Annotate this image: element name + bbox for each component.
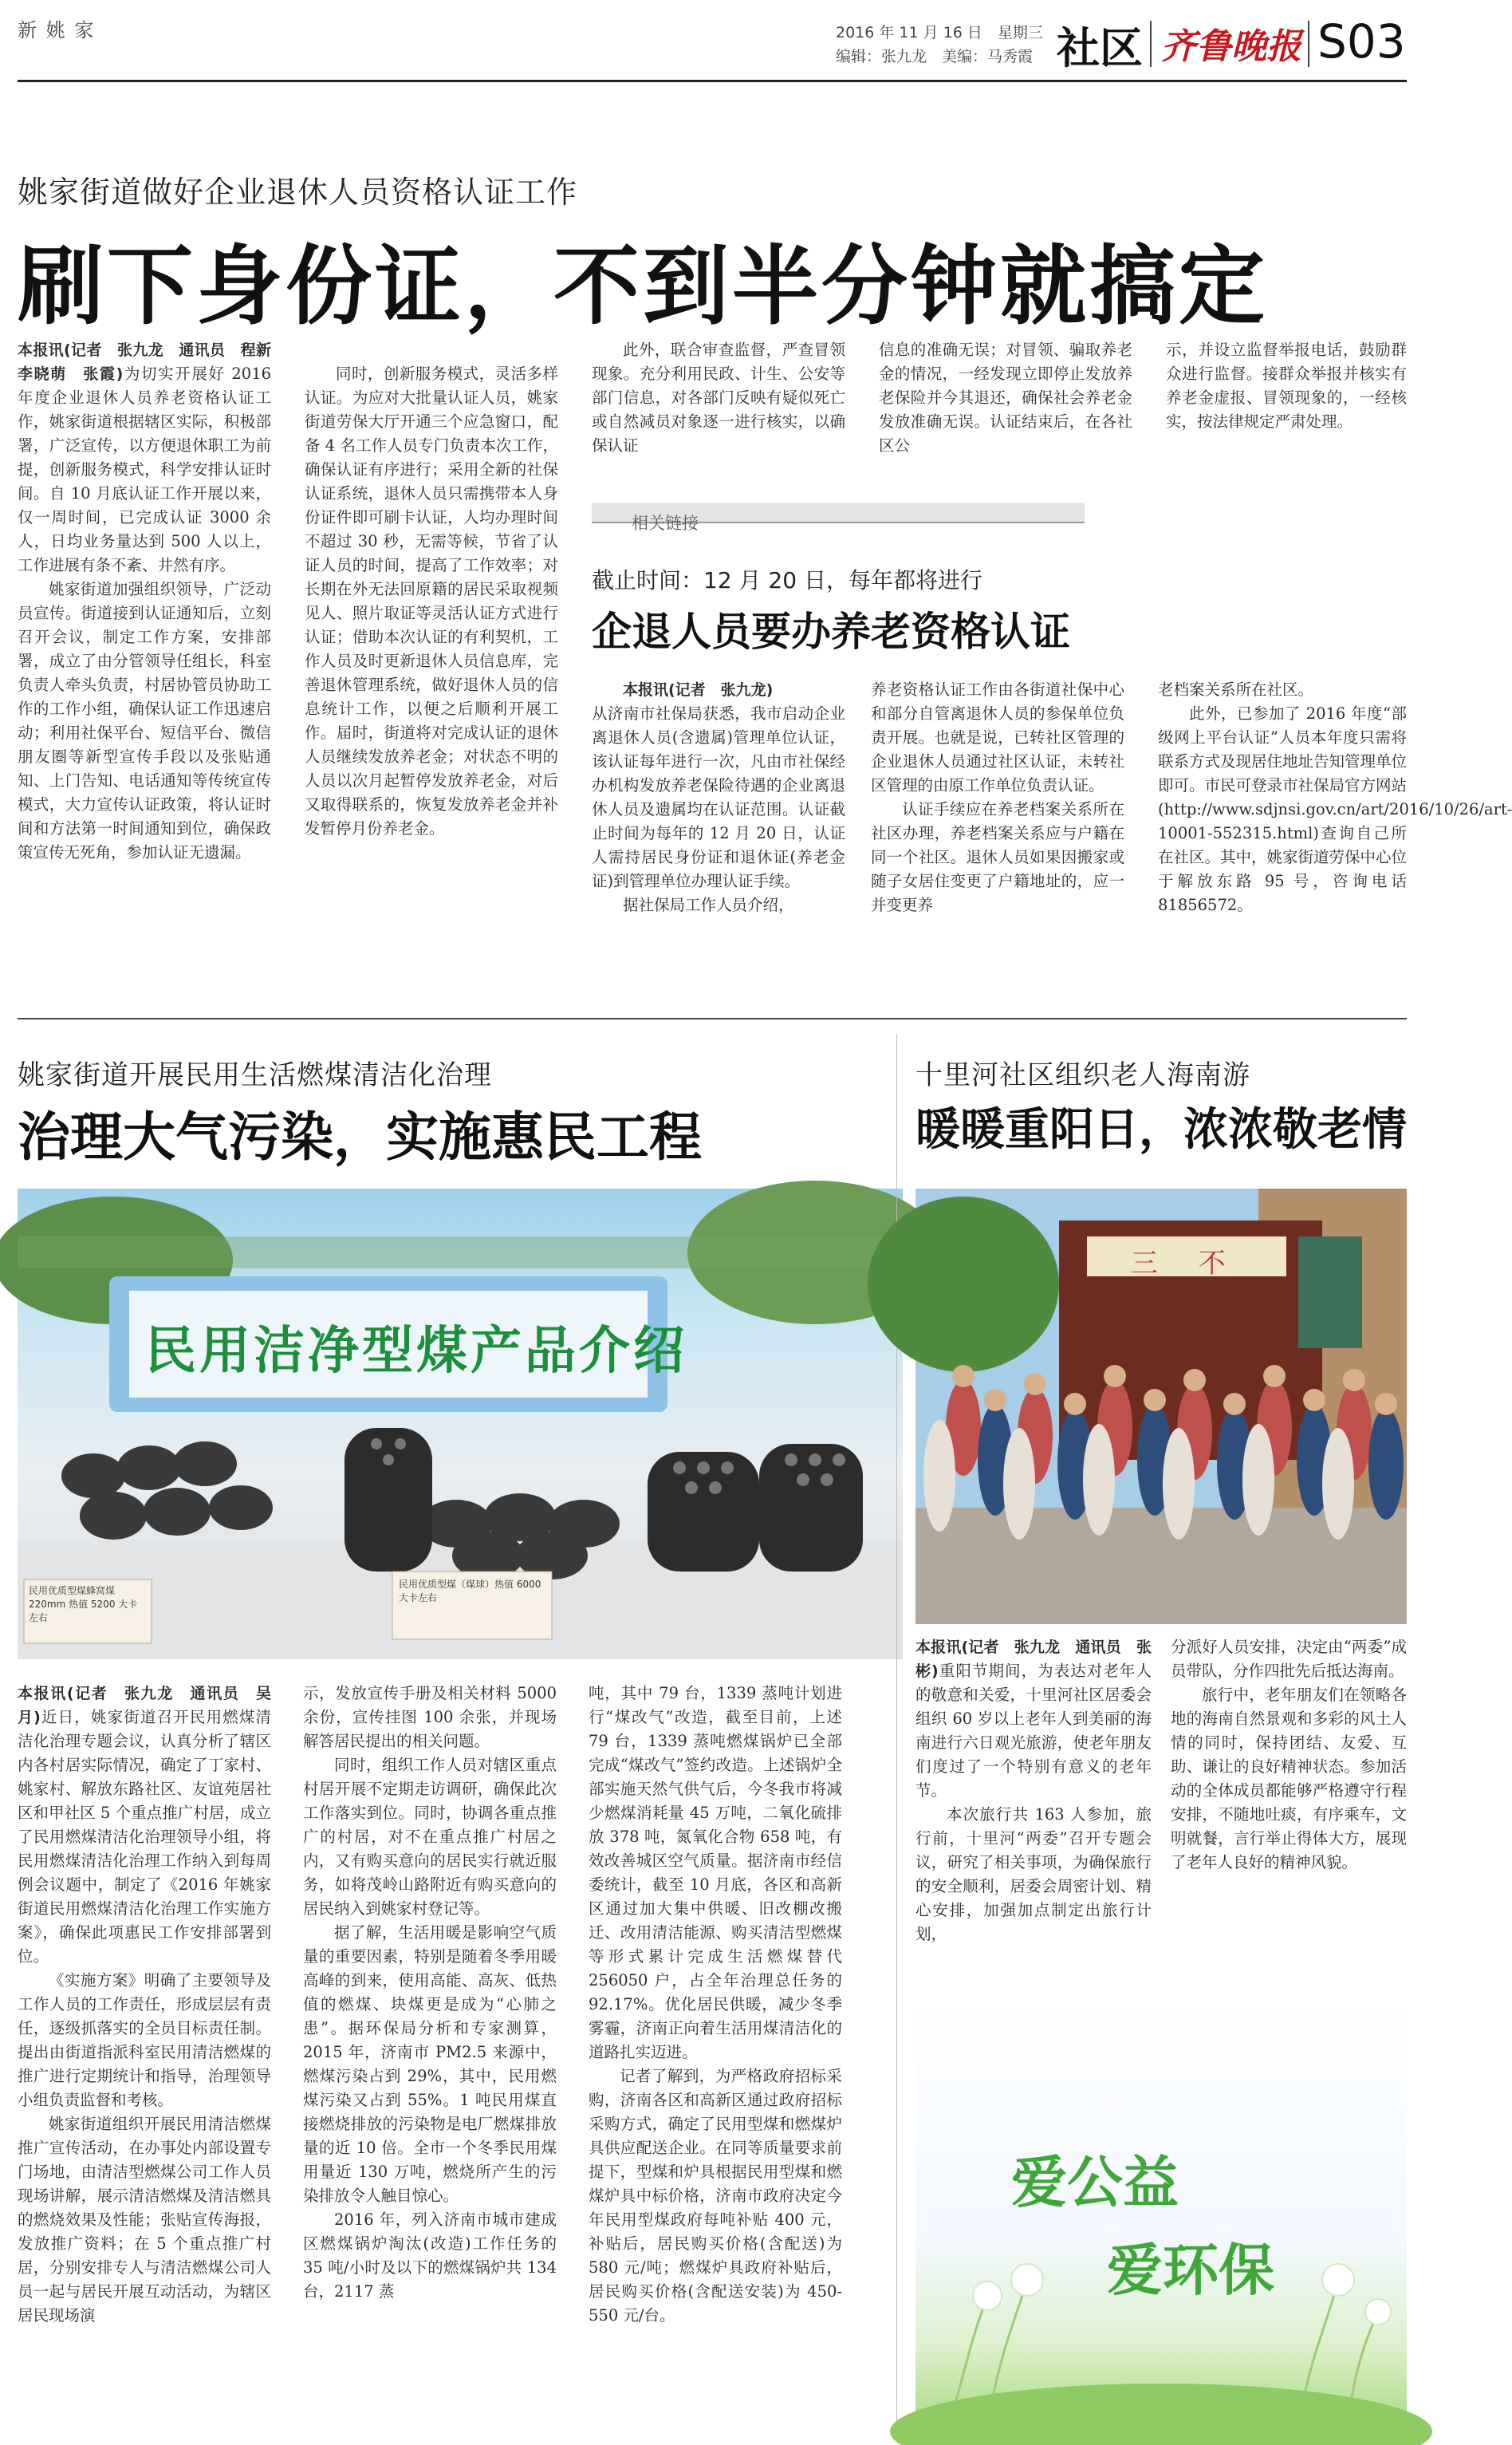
article2-col3 xyxy=(589,1682,842,2431)
coal-photo-sign: 民用洁净型煤产品介绍 xyxy=(145,1322,687,1381)
sidebar-byline: 本报讯(记者 张九龙) xyxy=(623,681,774,699)
page-number: S03 xyxy=(1317,14,1406,69)
sidebar-para3: 养老资格认证工作由各街道社保中心和部分自管离退休人员的参保单位负责开展。也就是说，已转社区管理的企业退休人员通过社区认证，未转社区管理的由原工作单位负责认证。 xyxy=(871,680,1124,795)
coal-card-2: 民用优质型煤（煤球）热值 6000 大卡左右 xyxy=(399,1579,541,1603)
sidebar-para1: 从济南市社保局获悉，我市启动企业离退休人员(含遗属)管理单位认证，该认证每年进行一次，凡由市社保经办机构发放养老保险待遇的企业离退休人员及遗属均在认证范围。认证截止时间为每年的 12 月 20 日，认证人需持居民身份证和退休证(养老金证)到管理单位办理认证手续。 xyxy=(592,704,845,890)
header-divider-2 xyxy=(1308,21,1309,67)
sidebar-para6: 此外，已参加了 2016 年度“部级网上平台认证”人员本年度只需将联系方式及现居住地址告知管理单位即可。市民可登录市社保局官方网站(http://www.sdjnsi.gov.cn/art/2016/10/26/art-10001-552315.html)查询自己所在社区。其中，姚家街道劳保中心位于解放东路 95 号，咨询电话 81856572。 xyxy=(1158,704,1512,914)
article1-para2: 姚家街道加强组织领导，广泛动员宣传。街道接到认证通知后，立刻召开会议，制定工作方案，安排部署，成立了由分管领导任组长，科室负责人牵头负责，村居协管员协助工作的工作小组，确保认证工作迅速启动；利用社保平台、短信平台、微信朋友圈等新型宣传手段以及张贴通知、上门告知、电话通知等传统宣传模式，大力宣传认证政策，将认证时间和方法第一时间通知到位，确保政策宣传无死角，参加认证无遗漏。 xyxy=(18,580,271,862)
section-rule-1 xyxy=(18,1018,1407,1019)
article2-para2: 《实施方案》明确了主要领导及工作人员的工作责任，形成层层有责任，逐级抓落实的全员目标责任制。提出由街道指派科室民用清洁燃煤的推广进行定期统计和指导，治理领导小组负责监督和考核。 xyxy=(18,1971,271,2109)
article1-kicker: 姚家街道做好企业退休人员资格认证工作 xyxy=(18,175,578,210)
sidebar-col3 xyxy=(1158,678,1512,1005)
article1-headline: 刷下身份证，不到半分钟就搞定 xyxy=(18,237,1269,337)
header-rule xyxy=(18,80,1407,82)
article3-headline: 暖暖重阳日，浓浓敬老情 xyxy=(915,1104,1407,1156)
ad-line-1: 爱公益 xyxy=(1011,2150,1179,2215)
sidebar-para2: 据社保局工作人员介绍， xyxy=(623,896,794,914)
sidebar-headline: 企退人员要办养老资格认证 xyxy=(592,609,1070,655)
article2-headline: 治理大气污染，实施惠民工程 xyxy=(18,1106,702,1168)
date-line: 2016 年 11 月 16 日 星期三 xyxy=(836,24,1043,41)
header-divider xyxy=(1150,21,1152,67)
article3-para1: 重阳节期间，为表达对老年人的敬意和关爱，十里河社区居委会组织 60 岁以上老年人到美丽的海南进行六日观光旅游，使老年朋友们度过了一个特别有意义的老年节。 xyxy=(915,1662,1152,1800)
paper-logo: 齐鲁晚报 xyxy=(1161,26,1301,67)
article3-para3: 分派好人员安排，决定由“两委”成员带队，分作四批先后抵达海南。 xyxy=(1171,1638,1407,1680)
group-photo xyxy=(915,1189,1407,1624)
sidebar-tag: 相关链接 xyxy=(632,514,699,533)
article1-para6: 示，并设立监督举报电话，鼓励群众进行监督。接群众举报并核实有养老金虚报、冒领现象的，一经核实，按法律规定严肃处理。 xyxy=(1166,341,1407,431)
article1-para3: 同时，创新服务模式，灵活多样认证。为应对大批量认证人员，姚家街道劳保大厅开通三个应急窗口，配备 4 名工作人员专门负责本次工作，确保认证有序进行；采用全新的社保认证系统，退休人员只需携带本人身份证件即可刷卡认证，人均办理时间不超过 30 秒，无需等候，节省了认证人员的时间，提高了工作效率；对长期在外无法回原籍的居民采取视频见人、照片取证等灵活认证方式进行认证；借助本次认证的有利契机，工作人员及时更新退休人员信息库，完善退休管理系统，做好退休人员的信息统计工作，以便之后顺利开展工作。届时，街道将对完成认证的退休人员继续发放养老金；对状态不明的人员以次月起暂停发放养老金，对后又取得联系的，恢复发放养老金并补发暂停月份养老金。 xyxy=(305,365,558,838)
article1-para4: 此外，联合审查监督，严查冒领现象。充分利用民政、计生、公安等部门信息，对各部门反映有疑似死亡或自然减员对象逐一进行核实，以确保认证 xyxy=(592,341,845,455)
sidebar-para5: 老档案关系所在社区。 xyxy=(1158,680,1314,699)
section-name: 社区 xyxy=(1057,23,1143,73)
sidebar-col2 xyxy=(871,678,1124,1005)
coal-card-1: 民用优质型煤蜂窝煤 220mm 热值 5200 大卡左右 xyxy=(29,1585,138,1623)
article1-para1: 为切实开展好 2016 年度企业退休人员养老资格认证工作，姚家街道根据辖区实际，积极部署，广泛宣传，以方便退休职工为前提，创新服务模式，科学安排认证时间。自 10 月底认证工作开展以来，仅一周时间，已完成认证 3000 余人，日均业务量达到 500 人以上，工作进展有条不紊、井然有序。 xyxy=(18,365,272,574)
article3-col2 xyxy=(1171,1635,1407,1986)
article1-byline: 本报讯(记者 张九龙 通讯员 程新 李晓萌 张霞) xyxy=(18,341,287,383)
article3-para4: 旅行中，老年朋友们在领略各地的海南自然景观和多彩的风土人情的同时，保持团结、友爱、互助、谦让的良好精神状态。参加活动的全体成员都能够严格遵守行程安排，不随地吐痰，有序乘车，文明就餐，言行举止得体大方，展现了老年人良好的精神风貌。 xyxy=(1171,1686,1407,1871)
section-label: 新 姚 家 xyxy=(18,19,96,41)
article1-col5 xyxy=(1166,338,1407,482)
article1-col1 xyxy=(18,338,287,1008)
article2-byline: 本报讯(记者 张九龙 通讯员 吴月) xyxy=(18,1685,271,1726)
article1-col2 xyxy=(305,362,558,1008)
article3-byline: 本报讯(记者 张九龙 通讯员 张彬) xyxy=(915,1639,1152,1680)
article2-para8: 吨，其中 79 台，1339 蒸吨计划进行“煤改气”改造，截至目前，上述 79 台，1339 蒸吨燃煤锅炉已全部完成“煤改气”签约改造。上述锅炉全部实施天然气供气后，今冬我市将减少燃煤消耗量 45 万吨，二氧化硫排放 378 吨，氮氧化合物 658 吨，有效改善城区空气质量。据济南市经信委统计，截至 10 月底，各区和高新区通过加大集中供暖、旧改棚改搬迁、改用清洁能源、购买清洁型燃煤等形式累计完成生活燃煤替代 256050 户，占全年治理总任务的 92.17%。优化居民供暖，减少冬季雾霾，济南正向着生活用煤清洁化的道路扎实迈进。 xyxy=(589,1684,842,2061)
article2-para7: 2016 年，列入济南市城市建成区燃煤锅炉淘汰(改造)工作任务的 35 吨/小时及以下的燃煤锅炉共 134 台，2117 蒸 xyxy=(303,2210,557,2301)
editors-line: 编辑：张九龙 美编：马秀霞 xyxy=(836,48,1034,65)
sidebar-subhead: 截止时间：12 月 20 日，每年都将进行 xyxy=(592,567,982,594)
article3-para2: 本次旅行共 163 人参加，旅行前，十里河“两委”召开专题会议，研究了相关事项，为确保旅行的安全顺利，居委会周密计划、精心安排，加强加点制定出旅行计划， xyxy=(915,1805,1152,1943)
sidebar-para4: 认证手续应在养老档案关系所在社区办理，养老档案关系应与户籍在同一个社区。退休人员如果因搬家或随子女居住变更了户籍地址的，应一并变更养 xyxy=(871,800,1124,914)
article3-col1 xyxy=(915,1635,1152,1986)
article1-col4 xyxy=(879,338,1132,482)
article2-para5: 同时，组织工作人员对辖区重点村居开展不定期走访调研，确保此次工作落实到位。同时，协调各重点推广的村居，对不在重点推广村居之内，又有购买意向的居民实行就近服务，如将茂岭山路附近有购买意向的居民纳入到姚家村登记等。 xyxy=(303,1756,557,1918)
article2-para1: 近日，姚家街道召开民用燃煤清洁化治理专题会议，认真分析了辖区内各村居实际情况，确定了丁家村、姚家村、解放东路社区、友谊苑居社区和甲社区 5 个重点推广村居，成立了民用燃煤清洁化治理领导小组，将民用燃煤清洁化治理工作纳入到每周例会议题中，制定了《2016 年姚家街道民用燃煤清洁化治理工作实施方案》，确保此项惠民工作安排部署到位。 xyxy=(18,1708,271,1966)
ad-line-2: 爱环保 xyxy=(1107,2238,1274,2303)
article2-col2 xyxy=(303,1682,557,2431)
article2-para6: 据了解，生活用暖是影响空气质量的重要因素，特别是随着冬季用暖高峰的到来，使用高能、高灰、低热值的燃煤、块煤更是成为“心肺之患”。据环保局分析和专家测算，2015 年，济南市 PM2.5 来源中，燃煤污染占到 29%，其中，民用燃煤污染又占到 55%。1 吨民用煤直接燃烧排放的污染物是电厂燃煤排放量的近 10 倍。全市一个冬季民用煤用量近 130 万吨，燃烧所产生的污染排放令人触目惊心。 xyxy=(303,1923,557,2205)
article2-para9: 记者了解到，为严格政府招标采购，济南各区和高新区通过政府招标采购方式，确定了民用型煤和燃煤炉具供应配送企业。在同等质量要求前提下，型煤和炉具根据民用型煤和燃煤炉具中标价格，济南市政府决定今年民用型煤政府每吨补贴 400 元，补贴后，居民购买价格(含配送)为 580 元/吨；燃煤炉具政府补贴后，居民购买价格(含配送安装)为 450-550 元/台。 xyxy=(589,2067,842,2325)
article2-para4: 示，发放宣传手册及相关材料 5000 余份，宣传挂图 100 余张，并现场解答居民提出的相关问题。 xyxy=(303,1684,557,1750)
article2-kicker: 姚家街道开展民用生活燃煤清洁化治理 xyxy=(18,1059,492,1091)
article1-col3 xyxy=(592,338,845,482)
public-service-ad xyxy=(915,1994,1407,2431)
sidebar-col1 xyxy=(592,678,845,1005)
article3-kicker: 十里河社区组织老人海南游 xyxy=(915,1059,1250,1091)
group-photo-sign: 三 不 xyxy=(1131,1248,1242,1280)
article1-para5: 信息的准确无误；对冒领、骗取养老金的情况，一经发现立即停止发放养老保险并今其退还，确保社会养老金发放准确无误。认证结束后，在各社区公 xyxy=(879,341,1132,455)
coal-photo xyxy=(18,1189,903,1659)
article2-para3: 姚家街道组织开展民用清洁燃煤推广宣传活动，在办事处内部设置专门场地，由清洁型燃煤公司工作人员现场讲解，展示清洁燃煤及清洁燃具的燃烧效果及性能；张贴宣传海报，发放推广资料；在 5 个重点推广村居，分别安排专人与清洁燃煤公司人员一起与居民开展互动活动，为辖区居民现场演 xyxy=(18,2115,271,2325)
article2-col1 xyxy=(18,1682,271,2431)
